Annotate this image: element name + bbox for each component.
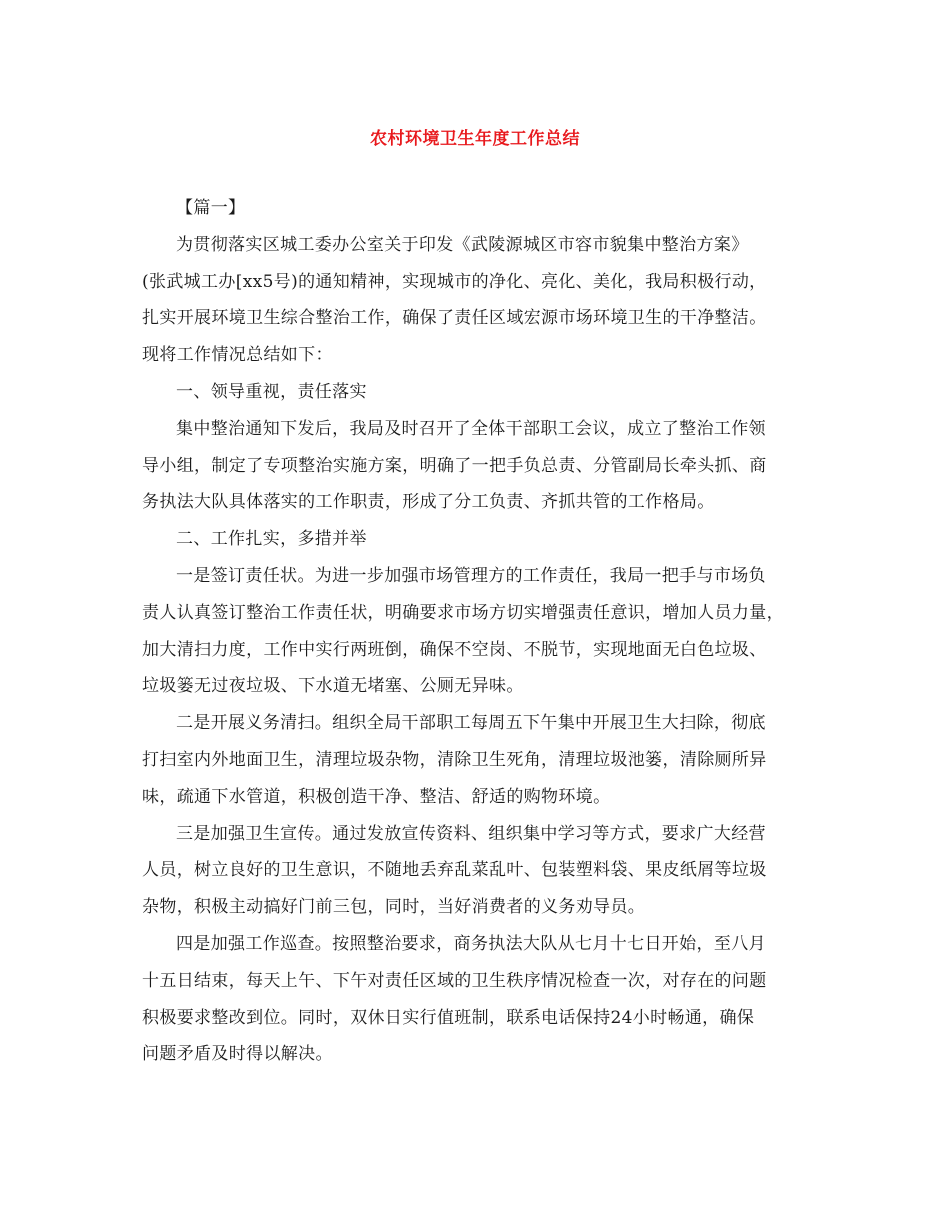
text-line: 务执法大队具体落实的工作职责，形成了分工负责、齐抓共管的工作格局。 <box>142 492 715 513</box>
text-line: 人员，树立良好的卫生意识，不随地丢弃乱菜乱叶、包装塑料袋、果皮纸屑等垃圾 <box>142 860 767 881</box>
document-title: 农村环境卫生年度工作总结 <box>370 129 580 149</box>
text-line: 十五日结束，每天上午、下午对责任区域的卫生秩序情况检查一次，对存在的问题 <box>142 970 767 991</box>
text-line: 责人认真签订整治工作责任状，明确要求市场方切实增强责任意识，增加人员力量， <box>142 602 784 623</box>
text-line: 垃圾篓无过夜垃圾、下水道无堵塞、公厕无异味。 <box>142 676 524 697</box>
text-line: 杂物，积极主动搞好门前三包，同时，当好消费者的义务劝导员。 <box>142 897 646 918</box>
text-line: 打扫室内外地面卫生，清理垃圾杂物，清除卫生死角，清理垃圾池篓，清除厕所异 <box>142 749 767 770</box>
text-line: 积极要求整改到位。同时，双休日实行值班制，联系电话保持24小时畅通，确保 <box>142 1007 755 1028</box>
text-line: 加大清扫力度，工作中实行两班倒，确保不空岗、不脱节，实现地面无白色垃圾、 <box>142 639 767 660</box>
paragraph-lines <box>142 227 822 1073</box>
text-line: 味，疏通下水管道，积极创造干净、整洁、舒适的购物环境。 <box>142 786 611 807</box>
text-line: 二是开展义务清扫。组织全局干部职工每周五下午集中开展卫生大扫除，彻底 <box>176 713 766 734</box>
section-label: 【篇一】 <box>176 198 246 218</box>
text-line: (张武城工办[xx5号)的通知精神，实现城市的净化、亮化、美化，我局积极行动， <box>142 271 767 292</box>
text-line: 四是加强工作巡查。按照整治要求，商务执法大队从七月十七日开始，至八月 <box>176 933 766 954</box>
document-body <box>142 190 822 1073</box>
text-line: 一是签订责任状。为进一步加强市场管理方的工作责任，我局一把手与市场负 <box>176 565 766 586</box>
text-line: 导小组，制定了专项整治实施方案，明确了一把手负总责、分管副局长牵头抓、商 <box>142 455 767 476</box>
text-line: 问题矛盾及时得以解决。 <box>142 1044 333 1065</box>
text-line: 三是加强卫生宣传。通过发放宣传资料、组织集中学习等方式，要求广大经营 <box>176 823 766 844</box>
text-line: 扎实开展环境卫生综合整治工作，确保了责任区域宏源市场环境卫生的干净整洁。 <box>142 308 767 329</box>
text-line: 现将工作情况总结如下： <box>142 345 333 366</box>
text-line: 二、工作扎实，多措并举 <box>176 529 367 550</box>
text-line: 集中整治通知下发后，我局及时召开了全体干部职工会议，成立了整治工作领 <box>176 418 766 439</box>
text-line: 为贯彻落实区城工委办公室关于印发《武陵源城区市容市貌集中整治方案》 <box>176 234 749 255</box>
text-line: 一、领导重视，责任落实 <box>176 381 367 402</box>
